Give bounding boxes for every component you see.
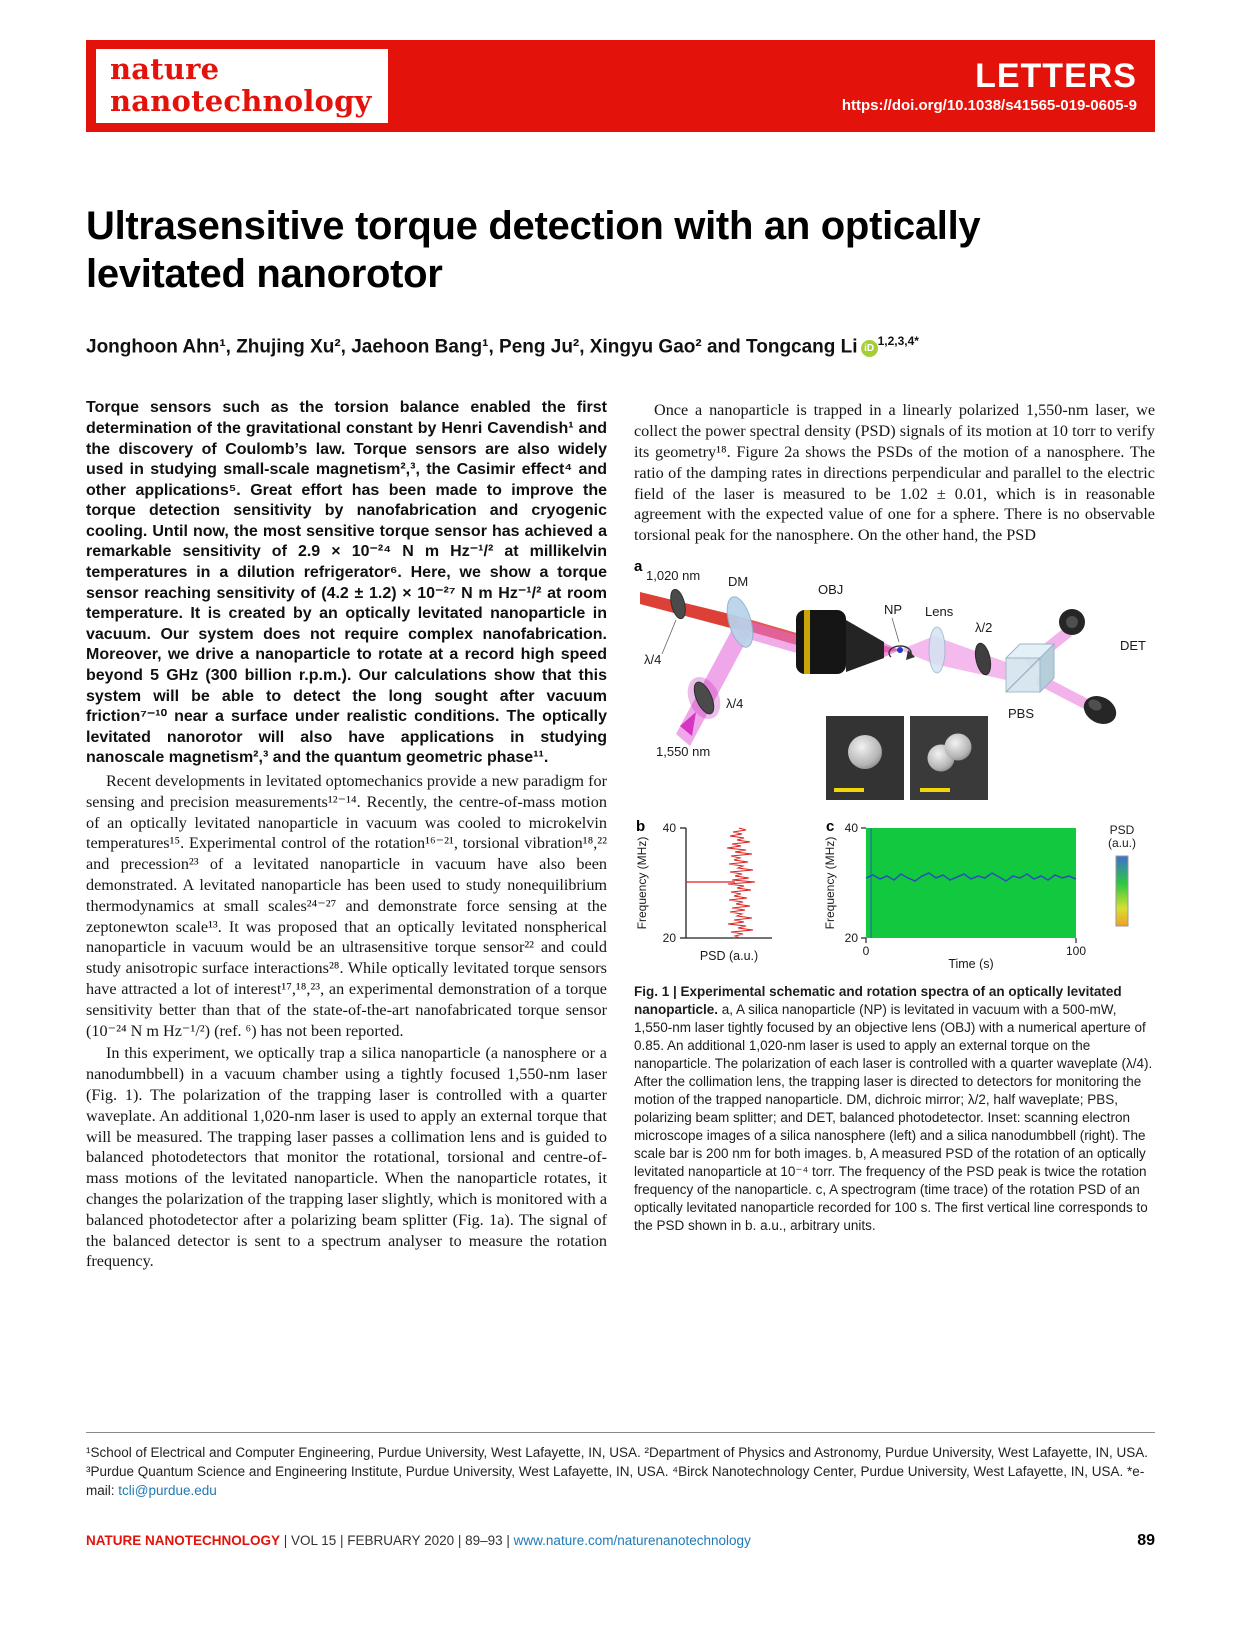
panel-b-xlabel: PSD (a.u.) [699, 948, 759, 963]
panel-b-label: b [636, 817, 646, 835]
label-np: NP [884, 601, 903, 617]
collimation-lens [929, 627, 945, 673]
email-link[interactable]: tcli@purdue.edu [118, 1483, 217, 1498]
label-quarter-waveplate-top: λ/4 [644, 651, 662, 667]
colorbar-label-psd: PSD [1109, 822, 1135, 837]
footer-issue-info: | VOL 15 | FEBRUARY 2020 | 89–93 | [280, 1533, 514, 1548]
article-type-label: LETTERS [975, 57, 1137, 95]
sem-inset-nanosphere [826, 716, 904, 800]
label-pbs: PBS [1008, 705, 1035, 721]
figure-caption-body: a, A silica nanoparticle (NP) is levitated in vacuum with a 500-mW, 1,550-nm laser tightly focused by an objective lens (OBJ) with a numerical aperture of 0.85. An additional 1,020-nm laser is used to apply an external torque on the nanoparticle. The polarization of each laser is controlled with a quarter waveplate (λ/4). After the collimation lens, the trapping laser is directed to detectors for monitoring the motion of the trapped nanoparticle. DM, dichroic mirror; λ/2, half waveplate; PBS, polarizing beam splitter; and DET, balanced photodetector. Inset: scanning electron microscope images of a silica nanosphere (left) and a silica nanodumbbell (right). The scale bar is 200 nm for both images. b, A measured PSD of the rotation of an optically levitated nanoparticle at 10⁻⁴ torr. The frequency of the PSD peak is twice the rotation frequency of the nanoparticle. c, A spectrogram (time trace) of the rotation PSD of an optically levitated nanoparticle recorded for 100 s. The first vertical line corresponds to the PSD shown in b. a.u., arbitrary units. [634, 1001, 1153, 1233]
journal-logo-line2: nanotechnology [110, 84, 372, 118]
orcid-icon[interactable]: iD [861, 340, 878, 357]
figure1-panel-b [634, 817, 824, 975]
panel-b-ytick-40: 40 [662, 820, 676, 835]
figure1-panel-a [634, 558, 1155, 818]
journal-footer-line [86, 1532, 1155, 1550]
page-footer [86, 1432, 1155, 1550]
label-1550nm: 1,550 nm [656, 743, 711, 759]
figure-caption-title: Fig. 1 | Experimental schematic and rotation spectra of an optically levitated nanoparticle. [634, 983, 1122, 1017]
detector-bottom [1079, 690, 1121, 729]
label-quarter-waveplate-bottom: λ/4 [726, 695, 744, 711]
panel-c-ytick-20: 20 [844, 930, 858, 945]
panel-c-ytick-40: 40 [844, 820, 858, 835]
spectrogram-plot [824, 817, 1155, 970]
label-half-waveplate: λ/2 [975, 619, 993, 635]
body-paragraph-experiment: In this experiment, we optically trap a silica nanoparticle (a nanosphere or a nanodumbbell) in a vacuum chamber using a tightly focused 1,550-nm laser (Fig. 1). The polarization of the trapping laser is controlled with a quarter waveplate. An additional 1,020-nm laser is used to apply an external torque that will be measured. The trapping laser passes a collimation lens and is guided to balanced photodetectors that monitor the rotational, torsional and centre-of-mass motions of the levitated nanoparticle. When the nanoparticle rotates, it changes the polarization of the trapping laser slightly, which is monitored with a balanced photodetector after a polarizing beam splitter (Fig. 1a). The signal of the balanced detector is sent to a spectrum analyser to measure the rotation frequency. [86, 1044, 607, 1271]
detector-top [1059, 609, 1085, 635]
body-paragraph-recent-developments: Recent developments in levitated optomechanics provide a new paradigm for sensing and precision measurements¹²⁻¹⁴. Recently, the centre-of-mass motion of an optically levitated nanoparticle in vacuum was cooled to microkelvin temperatures¹⁵. Experimental control of the rotation¹⁶⁻²¹, torsional vibration¹⁸,²² and precession²³ of a levitated nanoparticle in vacuum have also been demonstrated. A levitated nanoparticle has been used to study nonequilibrium thermodynamics at small scales²⁴⁻²⁷ and demonstrate force sensing at the zeptonewton scale¹³. It was proposed that an optically levitated nonspherical nanoparticle in vacuum would be an ultrasensitive torque sensor²² and could study anisotropic surface interactions²⁸. While optically levitated torque sensors have attracted a lot of interest¹⁷,¹⁸,²³, an experimental demonstration of a torque sensitivity better than that of the state-of-the-art nanofabricated torque sensor (10⁻²⁴ N m Hz⁻¹/²) (ref. ⁶) has not been reported. [86, 772, 607, 1040]
objective-lens [796, 610, 884, 674]
label-obj: OBJ [818, 581, 844, 597]
nanoparticle [889, 618, 915, 660]
two-column-body [86, 398, 1155, 1272]
article-title: Ultrasensitive torque detection with an optically levitated nanorotor [86, 204, 981, 296]
panel-c-label: c [826, 817, 835, 835]
psd-noise-trace [727, 828, 755, 938]
scale-bar [920, 788, 950, 792]
journal-logo [96, 49, 388, 123]
figure-caption [634, 983, 1155, 1235]
panel-a-label: a [634, 557, 643, 575]
label-1020nm: 1,020 nm [646, 567, 701, 583]
colorbar [1116, 856, 1128, 926]
header-right [842, 40, 1155, 132]
journal-logo-line1: nature [110, 52, 220, 86]
right-column [634, 398, 1155, 1272]
pbs-cube [1006, 644, 1054, 692]
abstract-paragraph: Torque sensors such as the torsion balance enabled the first determination of the gravitational constant by Henri Cavendish¹ and the discovery of Coulomb’s law. Torque sensors are also widely used in studying small-scale magnetism²,³, the Casimir effect⁴ and other applications⁵. Great effort has been made to improve the torque detection sensitivity by nanofabrication and cryogenic cooling. Until now, the most sensitive torque sensor has achieved a remarkable sensitivity of 2.9 × 10⁻²⁴ N m Hz⁻¹/² at millikelvin temperatures in a dilution refrigerator⁶. Here, we show a torque sensor reaching sensitivity of (4.2 ± 1.2) × 10⁻²⁷ N m Hz⁻¹/² at room temperature. It is created by an optically levitated nanoparticle in vacuum. Our system does not require complex nanofabrication. Moreover, we drive a nanoparticle to rotate at a record high speed beyond 5 GHz (300 billion r.p.m.). Our calculations show that this system will be able to detect the long sought after vacuum friction⁷⁻¹⁰ near a surface under realistic conditions. The optically levitated nanorotor will also have applications in studying nanoscale magnetism²,³ and the quantum geometric phase¹¹. [86, 399, 607, 767]
body-paragraph-once-trapped: Once a nanoparticle is trapped in a linearly polarized 1,550-nm laser, we collect the power spectral density (PSD) signals of its motion at 10 torr to verify its geometry¹⁸. Figure 2a shows the PSDs of the motion of a nanosphere. The ratio of the damping rates in directions perpendicular and parallel to the electric field of the laser is measured to be 1.02 ± 0.01, which is in reasonable agreement with the expected value of one for a sphere. There is no observable torsional peak for the nanosphere. On the other hand, the PSD [634, 401, 1155, 545]
panel-c-xlabel: Time (s) [948, 956, 994, 970]
panel-c-ylabel: Frequency (MHz) [824, 836, 837, 930]
footnote-rule [86, 1432, 1155, 1433]
panel-b-ytick-20: 20 [662, 930, 676, 945]
panel-b-ylabel: Frequency (MHz) [635, 836, 649, 930]
footer-journal-name: NATURE NANOTECHNOLOGY [86, 1533, 280, 1548]
figure-1 [634, 558, 1155, 1235]
panel-c-xtick-100: 100 [1065, 943, 1087, 958]
scale-bar [834, 788, 864, 792]
affiliations-note [86, 1443, 1155, 1500]
label-dm: DM [728, 573, 749, 589]
label-lens: Lens [925, 603, 954, 619]
affiliations-text: ¹School of Electrical and Computer Engineering, Purdue University, West Lafayette, IN, USA. ²Department of Physics and Astronomy, Purdue University, West Lafayette, IN, USA. ³Purdue Quantum Science and Engineering Institute, Purdue University, West Lafayette, IN, USA. ⁴Birck Nanotechnology Center, Purdue University, West Lafayette, IN, USA. *e-mail: [86, 1445, 1148, 1498]
footer-url-link[interactable]: www.nature.com/naturenanotechnology [513, 1533, 751, 1548]
sem-inset-nanodumbbell [910, 716, 988, 800]
label-det: DET [1120, 637, 1146, 653]
quarter-waveplate-top-optic [662, 588, 688, 654]
journal-header-band [86, 40, 1155, 132]
optical-schematic [634, 558, 1155, 813]
left-column [86, 398, 607, 1272]
figure1-panels-bc [634, 817, 1155, 975]
doi-link[interactable]: https://doi.org/10.1038/s41565-019-0605-9 [841, 97, 1137, 114]
colorbar-label-au: (a.u.) [1107, 835, 1137, 850]
psd-plot [634, 817, 824, 970]
panel-c-xtick-0: 0 [862, 943, 870, 958]
author-list [86, 334, 1155, 358]
author-names: Jonghoon Ahn¹, Zhujing Xu², Jaehoon Bang¹, Peng Ju², Xingyu Gao² and Tongcang Li [86, 336, 858, 358]
page-number: 89 [1137, 1532, 1155, 1549]
spectrogram-background [866, 828, 1076, 938]
figure1-panel-c [824, 817, 1155, 975]
author-affiliation-marks: 1,2,3,4* [877, 334, 919, 348]
